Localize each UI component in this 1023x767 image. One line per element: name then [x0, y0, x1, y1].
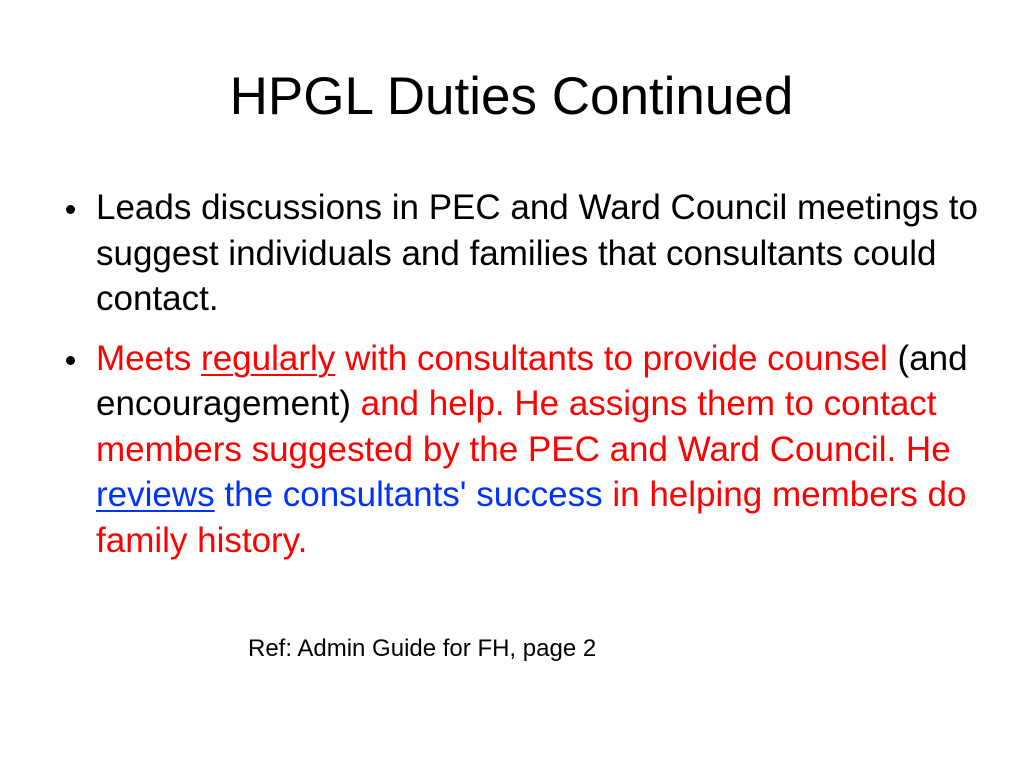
bullet-item-2 — [60, 336, 990, 564]
bullet-dot-icon — [66, 356, 75, 365]
bullet-2-segment-3: with consultants to provide counsel — [335, 338, 898, 378]
bullet-2-reviews: reviews — [96, 475, 215, 514]
bullet-2-segment-1: Meets — [96, 338, 202, 378]
bullet-list — [60, 185, 990, 577]
bullet-2-segment-5: and help. He assigns them to contact members suggested by the PEC and Ward Council. He — [96, 384, 951, 469]
slide-title: HPGL Duties Continued — [229, 67, 794, 126]
reference-note: Ref: Admin Guide for FH, page 2 — [248, 635, 597, 662]
bullet-dot-icon — [66, 205, 75, 214]
bullet-2-regularly: regularly — [201, 338, 336, 378]
bullet-2-encouragement: (and encouragement) — [96, 338, 968, 423]
bullet-2-segment-9: in helping members do family history. — [96, 475, 967, 560]
bullet-1-text: Leads discussions in PEC and Ward Council meetings to suggest individuals and families that consultants could contact. — [96, 188, 978, 318]
bullet-2-consultants-success: the consultants' success — [224, 475, 603, 514]
bullet-item-1 — [60, 185, 990, 322]
bullet-2-space — [215, 475, 225, 514]
